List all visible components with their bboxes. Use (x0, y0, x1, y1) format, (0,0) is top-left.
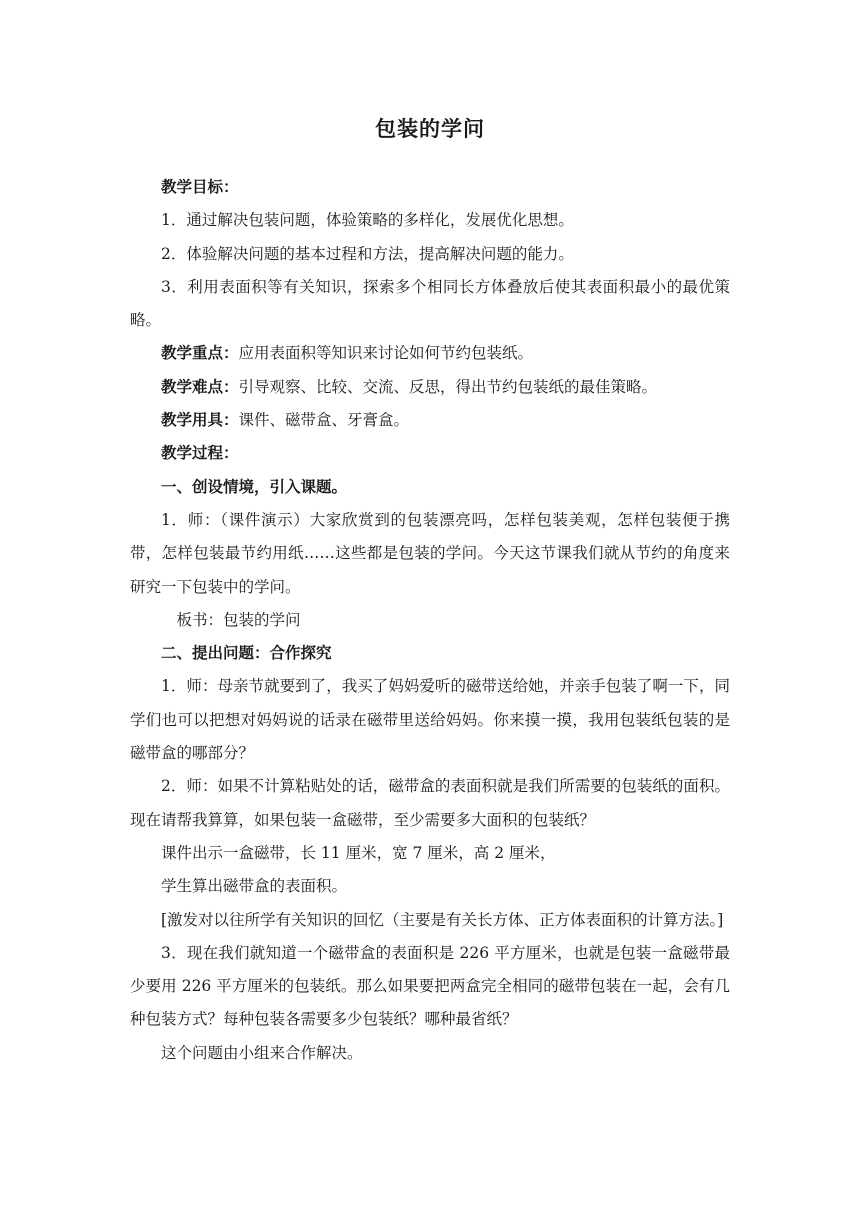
document-title: 包装的学问 (375, 117, 485, 141)
tools-line (130, 404, 730, 437)
board-writing: 板书：包装的学问 (176, 610, 301, 629)
section-1-paragraph: 1．师：（课件演示）大家欣赏到的包装漂亮吗，怎样包装美观，怎样包装便于携带，怎样包装最节约用纸……这些都是包装的学问。今天这节课我们就从节约的角度来研究一下包装中的学问。 (130, 510, 730, 596)
tools-label: 教学用具： (161, 411, 239, 430)
section-2-heading: 二、提出问题：合作探究 (161, 644, 332, 663)
key-point-label: 教学重点： (161, 344, 239, 363)
objective-item-1: 1．通过解决包装问题，体验策略的多样化，发展优化思想。 (161, 211, 574, 230)
section-1-heading: 一、创设情境，引入课题。 (161, 477, 348, 496)
tools-text: 课件、磁带盒、牙膏盒。 (238, 411, 410, 430)
objective-item-3: 3．利用表面积等有关知识，探索多个相同长方体叠放后使其表面积最小的最优策略。 (130, 277, 730, 330)
difficulty-text: 引导观察、比较、交流、反思，得出节约包装纸的最佳策略。 (238, 377, 658, 396)
document-body (130, 171, 730, 1070)
section-2-paragraph-1: 1．师：母亲节就要到了，我买了妈妈爱听的磁带送给她，并亲手包装了啊一下，同学们也可以把想对妈妈说的话录在磁带里送给妈妈。你来摸一摸，我用包装纸包装的是磁带盒的哪部分？ (130, 677, 730, 763)
objectives-heading: 教学目标： (161, 178, 239, 196)
key-point-line (130, 337, 730, 370)
objective-item-2: 2．体验解决问题的基本过程和方法，提高解决问题的能力。 (161, 244, 574, 263)
difficulty-line (130, 371, 730, 404)
section-2-paragraph-2: 2．师：如果不计算粘贴处的话，磁带盒的表面积就是我们所需要的包装纸的面积。现在请帮我算算，如果包装一盒磁带，至少需要多大面积的包装纸？ (130, 777, 730, 829)
section-2-last-line: 这个问题由小组来合作解决。 (161, 1043, 363, 1062)
section-2-paragraph-3: 3．现在我们就知道一个磁带盒的表面积是 226 平方厘米，也就是包装一盒磁带最少要用 226 平方厘米的包装纸。那么如果要把两盒完全相同的磁带包装在一起，会有几种包装方式？每种包装各需要多少包装纸？哪种最省纸？ (130, 943, 730, 1029)
key-point-text: 应用表面积等知识来讨论如何节约包装纸。 (238, 344, 534, 363)
difficulty-label: 教学难点： (161, 377, 239, 396)
process-heading: 教学过程： (161, 444, 239, 463)
section-2-line-3: 课件出示一盒磁带，长 11 厘米，宽 7 厘米，高 2 厘米， (161, 843, 556, 862)
section-2-bracket-note: [激发对以往所学有关知识的回忆（主要是有关长方体、正方体表面积的计算方法。] (161, 910, 724, 929)
section-2-line-4: 学生算出磁带盒的表面积。 (161, 877, 348, 896)
